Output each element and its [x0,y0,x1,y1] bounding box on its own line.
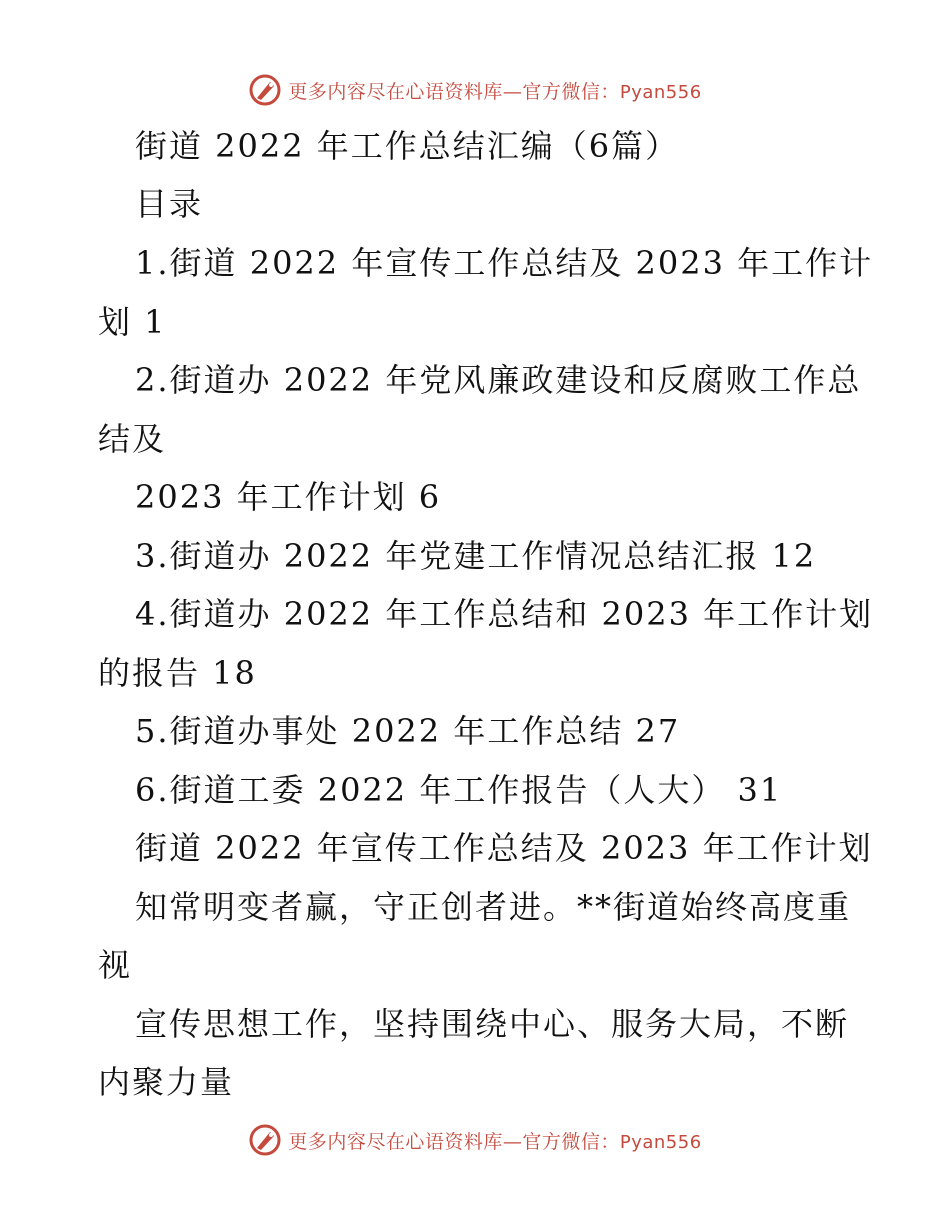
toc-item-6: 6.街道工委 2022 年工作报告（人大） 31 [135,771,783,809]
toc-item-1: 1.街道 2022 年宣传工作总结及 2023 年工作计 [135,244,874,282]
body-paragraph-1-cont: 视 [98,946,133,984]
pen-nib-circle-icon [248,73,282,107]
toc-item-3: 3.街道办 2022 年党建工作情况总结汇报 12 [135,537,817,575]
toc-item-2-cont2: 2023 年工作计划 6 [135,478,442,516]
section-title: 街道 2022 年宣传工作总结及 2023 年工作计划 [135,829,873,867]
toc-item-4-cont: 的报告 18 [98,654,257,692]
pen-nib-circle-icon [248,1123,282,1157]
body-paragraph-2-cont: 内聚力量 [98,1063,235,1101]
toc-item-2: 2.街道办 2022 年党风廉政建设和反腐败工作总 [135,361,862,399]
toc-item-2-cont: 结及 [98,420,167,458]
toc-item-5: 5.街道办事处 2022 年工作总结 27 [135,712,681,750]
toc-item-4: 4.街道办 2022 年工作总结和 2023 年工作计划 [135,595,874,633]
wechat-id: Pyan556 [619,1131,702,1153]
body-paragraph-2: 宣传思想工作，坚持围绕中心、服务大局，不断 [135,1005,850,1043]
toc-item-1-cont: 划 1 [98,303,167,341]
body-paragraph-1: 知常明变者赢，守正创者进。**街道始终高度重 [135,888,852,926]
header-banner-text: 更多内容尽在心语资料库—官方微信：Pyan556 [288,80,702,103]
document-title: 街道 2022 年工作总结汇编（6篇） [135,127,680,165]
footer-banner-text: 更多内容尽在心语资料库—官方微信：Pyan556 [288,1130,702,1153]
wechat-id: Pyan556 [619,81,702,103]
footer-banner [0,1120,950,1160]
header-banner [0,70,950,110]
toc-heading: 目录 [135,185,204,223]
